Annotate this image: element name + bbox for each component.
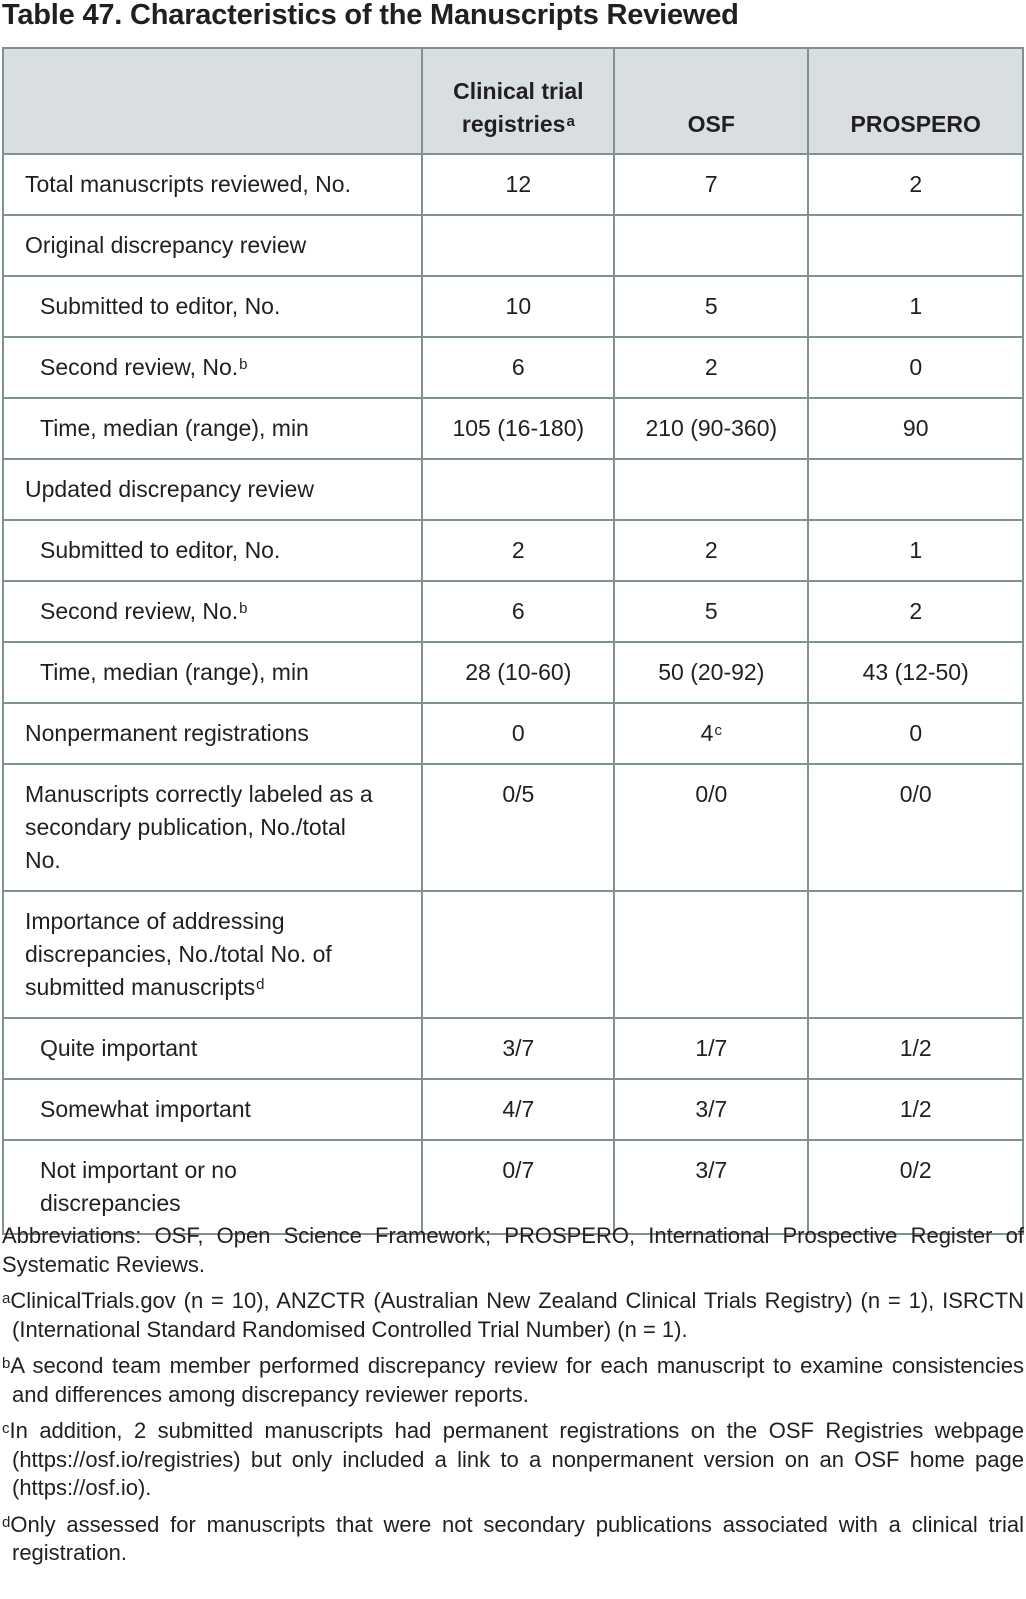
cell-clinical: 12 — [422, 154, 614, 215]
cell-prospero: 0 — [808, 337, 1023, 398]
characteristics-table — [2, 47, 1024, 1235]
cell-osf: 50 (20-92) — [614, 642, 808, 703]
table-row — [3, 398, 1023, 459]
table-row — [3, 891, 1023, 1018]
footnote-a: $^a$ClinicalTrials.gov (n = 10), ANZCTR (Australian New Zealand Clinical Trials Registry) (n = 1), ISRCTN (International Standard Randomised Controlled Trial Number) (n = 1). — [2, 1288, 1024, 1342]
cell-clinical: 0/5 — [422, 764, 614, 891]
row-label: Manuscripts correctly labeled as a secondary publication, No./total No. — [3, 764, 422, 891]
footnote-marker: c — [714, 722, 722, 739]
table-row — [3, 337, 1023, 398]
table-row — [3, 764, 1023, 891]
cell-osf: 1/7 — [614, 1018, 808, 1079]
cell-prospero — [808, 215, 1023, 276]
row-section-label: Updated discrepancy review — [3, 459, 422, 520]
row-label: Nonpermanent registrations — [3, 703, 422, 764]
cell-clinical — [422, 891, 614, 1018]
cell-prospero — [808, 891, 1023, 1018]
cell-clinical: 0/7 — [422, 1140, 614, 1234]
table-row — [3, 154, 1023, 215]
table-row — [3, 459, 1023, 520]
footnote-b: $^b$A second team member performed discrepancy review for each manuscript to examine consistencies and differences among discrepancy reviewer reports. — [2, 1353, 1024, 1407]
cell-prospero: 43 (12-50) — [808, 642, 1023, 703]
table-row — [3, 1140, 1023, 1234]
footnote-marker: d — [256, 976, 265, 993]
cell-clinical: 2 — [422, 520, 614, 581]
cell-osf: 0/0 — [614, 764, 808, 891]
row-label: Total manuscripts reviewed, No. — [3, 154, 422, 215]
row-label: Not important or no discrepancies — [3, 1140, 422, 1234]
row-label: Second review, No.$^b$ — [3, 337, 422, 398]
cell-prospero: 1 — [808, 276, 1023, 337]
cell-prospero — [808, 459, 1023, 520]
row-label: Second review, No.$^b$ — [3, 581, 422, 642]
cell-clinical: 28 (10-60) — [422, 642, 614, 703]
cell-prospero: 1/2 — [808, 1018, 1023, 1079]
header-blank — [3, 48, 422, 154]
table-notes — [2, 1222, 1024, 1576]
row-section-label: Original discrepancy review — [3, 215, 422, 276]
table-row — [3, 642, 1023, 703]
cell-prospero: 0 — [808, 703, 1023, 764]
cell-clinical: 6 — [422, 581, 614, 642]
row-section-label: Importance of addressing discrepancies, No./total No. of submitted manuscripts$^d$ — [3, 891, 422, 1018]
cell-prospero: 90 — [808, 398, 1023, 459]
table-title: Table 47. Characteristics of the Manuscripts Reviewed — [2, 0, 739, 31]
row-label: Submitted to editor, No. — [3, 520, 422, 581]
cell-clinical: 0 — [422, 703, 614, 764]
cell-osf — [614, 459, 808, 520]
cell-prospero: 0/0 — [808, 764, 1023, 891]
cell-osf: 3/7 — [614, 1079, 808, 1140]
footnote-marker: b — [239, 600, 248, 617]
cell-osf: 7 — [614, 154, 808, 215]
table-row — [3, 215, 1023, 276]
cell-prospero: 1 — [808, 520, 1023, 581]
row-label: Somewhat important — [3, 1079, 422, 1140]
cell-prospero: 1/2 — [808, 1079, 1023, 1140]
cell-clinical: 6 — [422, 337, 614, 398]
cell-clinical — [422, 215, 614, 276]
table-row — [3, 520, 1023, 581]
cell-osf: 5 — [614, 581, 808, 642]
footnote-d: $^d$Only assessed for manuscripts that were not secondary publications associated with a clinical trial registration. — [2, 1511, 1024, 1565]
row-label: Quite important — [3, 1018, 422, 1079]
cell-osf: 3/7 — [614, 1140, 808, 1234]
table-header-row — [3, 48, 1023, 154]
cell-osf: 4$^c$ — [614, 703, 808, 764]
cell-osf: 2 — [614, 520, 808, 581]
cell-clinical: 4/7 — [422, 1079, 614, 1140]
row-label: Time, median (range), min — [3, 398, 422, 459]
cell-osf — [614, 215, 808, 276]
abbreviations-note: Abbreviations: OSF, Open Science Framework; PROSPERO, International Prospective Register of Systematic Reviews. — [2, 1223, 1024, 1277]
row-label: Time, median (range), min — [3, 642, 422, 703]
table-row — [3, 581, 1023, 642]
cell-prospero: 2 — [808, 581, 1023, 642]
table-row — [3, 703, 1023, 764]
cell-prospero: 2 — [808, 154, 1023, 215]
cell-osf — [614, 891, 808, 1018]
cell-clinical: 105 (16-180) — [422, 398, 614, 459]
cell-osf: 2 — [614, 337, 808, 398]
cell-osf: 5 — [614, 276, 808, 337]
table-row — [3, 1079, 1023, 1140]
footnote-c: $^c$In addition, 2 submitted manuscripts had permanent registrations on the OSF Registries webpage (https://osf.io/registries) but only included a link to a nonpermanent version on an OSF home page (https://osf.io). — [2, 1418, 1024, 1500]
cell-osf: 210 (90-360) — [614, 398, 808, 459]
cell-prospero: 0/2 — [808, 1140, 1023, 1234]
table-row — [3, 1018, 1023, 1079]
cell-clinical — [422, 459, 614, 520]
footnote-marker: b — [239, 356, 248, 373]
table-row — [3, 276, 1023, 337]
header-clinical-trial-registries: Clinical trial registries$^a$ — [422, 48, 614, 154]
row-label: Submitted to editor, No. — [3, 276, 422, 337]
cell-clinical: 3/7 — [422, 1018, 614, 1079]
header-prospero: PROSPERO — [808, 48, 1023, 154]
cell-clinical: 10 — [422, 276, 614, 337]
header-osf: OSF — [614, 48, 808, 154]
